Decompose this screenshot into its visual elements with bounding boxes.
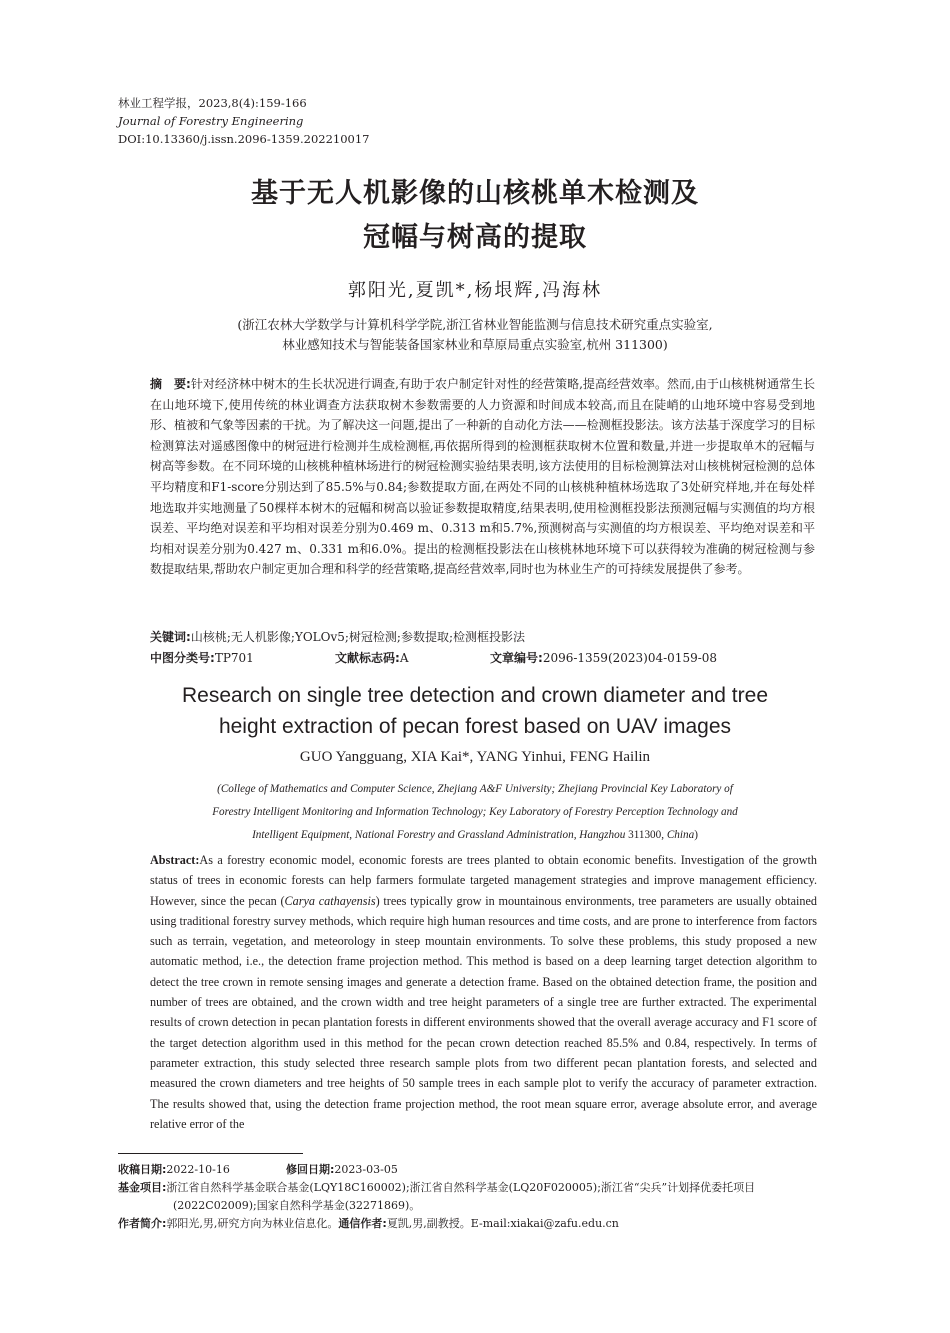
- title-cn: [0, 172, 950, 260]
- keywords-cn-text: 山核桃;无人机影像;YOLOv5;树冠检测;参数提取;检测框投影法: [190, 630, 526, 644]
- abstract-en-text-1: As a forestry economic model, economic forests are trees planted to obtain economic benefits. Investigation of the growth status of trees in economic forests can help farmers formulate targeted management strategies and improve management efficiency. However, since the pecan (: [150, 853, 817, 908]
- affiliation-cn: [0, 315, 950, 355]
- authors-en: GUO Yangguang, XIA Kai*, YANG Yinhui, FENG Hailin: [299, 749, 651, 765]
- author-info-row: 作者简介:郭阳光,男,研究方向为林业信息化。通信作者:夏凯,男,副教授。E-mail:xiakai@zafu.edu.cn: [118, 1217, 619, 1230]
- keywords-cn: [150, 628, 815, 646]
- journal-citation: 林业工程学报，2023,8(4):159-166: [118, 96, 307, 110]
- keywords-cn-label: 关键词:: [150, 630, 191, 644]
- article-number: 文章编号:2096-1359(2023)04-0159-08: [490, 651, 718, 665]
- abstract-cn-label: 摘 要:: [150, 377, 191, 391]
- species-name: Carya cathayensis: [284, 893, 376, 908]
- affiliation-en: [0, 778, 950, 847]
- document-code: 文献标志码:A: [335, 651, 409, 665]
- abstract-cn-text: 针对经济林中树木的生长状况进行调查,有助于农户制定针对性的经营策略,提高经营效率。然而,由于山核桃树通常生长在山地环境下,使用传统的林业调查方法获取树木参数需要的人力资源和时间成本较高,而且在陡峭的山地环境中容易受到地形、植被和气象等因素的干扰。为了解决这一问题,提出了一种新的自动化方法——检测框投影法。该方法基于深度学习的目标检测算法对遥感图像中的树冠进行检测并生成检测框,再依据所得到的检测框获取树木位置和数量,并进一步提取单木的冠幅与树高等参数。在不同环境的山核桃种植林场进行的树冠检测实验结果表明,该方法使用的目标检测算法对山核桃树冠检测的总体平均精度和F1-score分别达到了85.5%与0.84;参数提取方面,在两处不同的山核桃种植林场选取了3处研究样地,并在每处样地选取并实地测量了50棵样本树木的冠幅和树高以验证参数提取精度,结果表明,使用检测框投影法预测冠幅与实测值的均方根误差、平均绝对误差和平均相对误差分别为0.469 m、0.313 m和5.7%,预测树高与实测值的均方根误差、平均绝对误差和平均相对误差分别为0.427 m、0.331 m和6.0%。提出的检测框投影法在山核桃林地环境下可以获得较为准确的树冠检测与参数提取结果,帮助农户制定更加合理和科学的经营策略,提高经营效率,同时也为林业生产的可持续发展提供了参考。: [150, 377, 815, 577]
- journal-header: [118, 94, 370, 148]
- clc-number: 中图分类号:TP701: [150, 651, 254, 665]
- doi[interactable]: DOI:10.13360/j.issn.2096-1359.202210017: [118, 132, 370, 146]
- affiliation-en-line1: (College of Mathematics and Computer Science, Zhejiang A&F University; Zhejiang Provincial Key Laboratory of: [217, 783, 733, 795]
- affiliation-en-line3: Intelligent Equipment, National Forestry and Grassland Administration, Hangzhou 311300, China): [252, 829, 698, 841]
- title-en-line1: Research on single tree detection and crown diameter and tree: [181, 684, 768, 707]
- journal-name-en: Journal of Forestry Engineering: [118, 114, 304, 128]
- footnotes: [118, 1161, 858, 1233]
- abstract-en: [150, 850, 817, 1134]
- fund-row-cont: (2022C02009);国家自然科学基金(32271869)。: [173, 1199, 421, 1212]
- authors-cn: 郭阳光,夏凯*,杨垠辉,冯海林: [347, 280, 603, 301]
- abstract-en-text-2: ) trees typically grow in mountainous environments, tree parameters are usually obtained using traditional forestry survey methods, which require high human resources and time costs, and are prone to interference from factors such as terrain, vegetation, and meteorology in steep mountain environments. To solve these problems, this study proposed a new automatic method, i.e., the detection frame projection method. This method is based on a deep learning target detection algorithm to detect the tree crown in remote sensing images and generate a detection frame. Based on the obtained detection frame, the position and number of trees are obtained, and the crown width and tree height parameters of a single tree are further extracted. The experimental results of crown detection in pecan plantation forests in different environments showed that the overall average accuracy and F1 score of the target detection algorithm used in this method for the pecan crown detection reached 85.5% and 0.84, respectively. In terms of parameter extraction, this study selected three research sample plots from two different pecan plantation forests, and selected and measured the crown diameters and tree heights of 50 sample trees in each sample plot to verify the accuracy of parameter extraction. The results showed that, using the detection frame projection method, the root mean square error, average absolute error, and average relative error of the: [150, 893, 817, 1131]
- title-en-line2: height extraction of pecan forest based on UAV images: [218, 715, 732, 738]
- affiliation-cn-line1: (浙江农林大学数学与计算机科学学院,浙江省林业智能监测与信息技术研究重点实验室,: [237, 317, 713, 332]
- abstract-cn: [150, 374, 815, 580]
- abstract-en-label: Abstract:: [150, 853, 200, 867]
- fund-row: 基金项目:浙江省自然科学基金联合基金(LQY18C160002);浙江省自然科学基金(LQ20F020005);浙江省“尖兵”计划择优委托项目: [118, 1181, 756, 1194]
- dates-row: 收稿日期:2022-10-16 修回日期:2023-03-05: [118, 1163, 398, 1176]
- footnote-divider: [118, 1153, 303, 1154]
- affiliation-en-line2: Forestry Intelligent Monitoring and Information Technology; Key Laboratory of Forestry Perception Technology and: [212, 806, 738, 818]
- title-en: [0, 680, 950, 742]
- title-cn-line1: 基于无人机影像的山核桃单木检测及: [251, 178, 699, 209]
- corresponding-email[interactable]: 夏凯,男,副教授。E-mail:xiakai@zafu.edu.cn: [386, 1217, 619, 1230]
- affiliation-cn-line2: 林业感知技术与智能装备国家林业和草原局重点实验室,杭州 311300): [282, 337, 668, 352]
- title-cn-line2: 冠幅与树高的提取: [363, 222, 587, 253]
